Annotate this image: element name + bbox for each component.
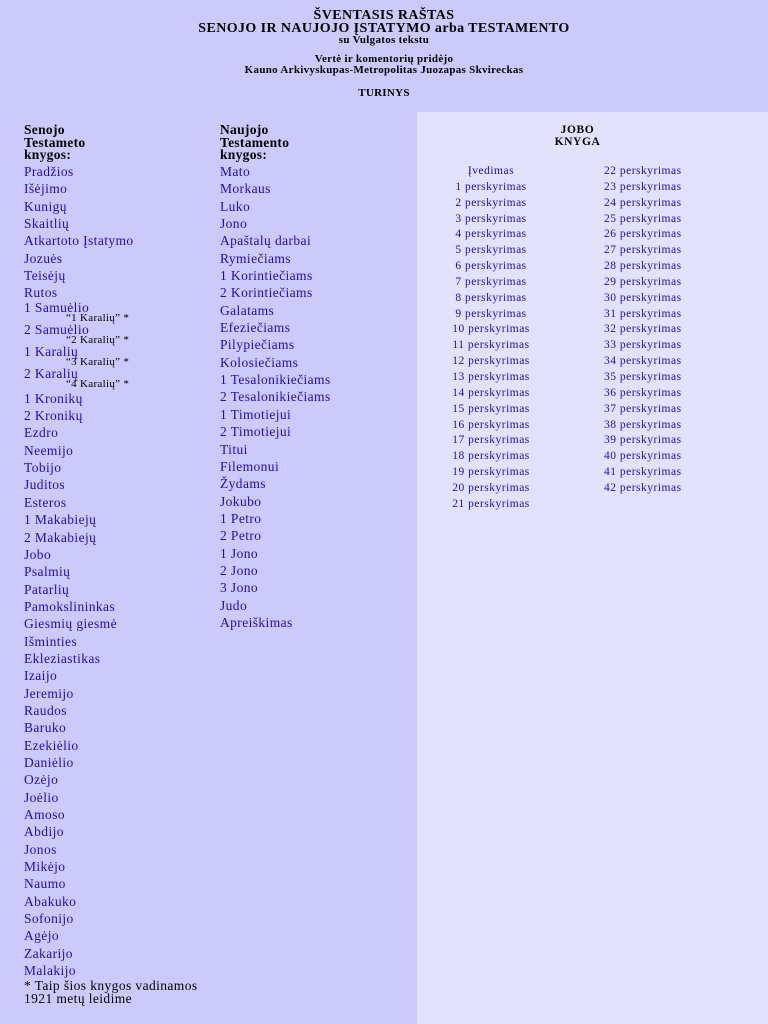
list-item bbox=[220, 215, 331, 232]
book-link-joelio[interactable]: Joėlio bbox=[24, 789, 59, 805]
chapter-link-7-perskyrimas[interactable]: 7 perskyrimas bbox=[455, 275, 527, 288]
list-item bbox=[604, 291, 754, 307]
chapter-link-32-perskyrimas[interactable]: 32 perskyrimas bbox=[604, 323, 682, 336]
book-link-psalmiu[interactable]: Psalmių bbox=[24, 564, 71, 580]
list-item bbox=[604, 370, 754, 386]
book-link-1-petro[interactable]: 1 Petro bbox=[220, 510, 262, 526]
book-link-malakijo[interactable]: Malakijo bbox=[24, 963, 76, 979]
chapter-link-12-perskyrimas[interactable]: 12 perskyrimas bbox=[452, 355, 530, 368]
list-item bbox=[220, 545, 331, 562]
list-item bbox=[24, 215, 134, 232]
chapter-link-10-perskyrimas[interactable]: 10 perskyrimas bbox=[452, 323, 530, 336]
list-item bbox=[24, 633, 134, 650]
job-book-panel bbox=[417, 112, 768, 1024]
book-link-ezekielio[interactable]: Ezekiėlio bbox=[24, 737, 79, 753]
list-item bbox=[220, 180, 331, 197]
new-testament-heading bbox=[220, 124, 289, 162]
list-item bbox=[220, 423, 331, 440]
book-link-baruko[interactable]: Baruko bbox=[24, 720, 67, 736]
list-item bbox=[24, 945, 134, 962]
book-link-ekleziastikas[interactable]: Ekleziastikas bbox=[24, 650, 101, 666]
list-item bbox=[220, 267, 331, 284]
list-item bbox=[24, 841, 134, 858]
list-item bbox=[24, 910, 134, 927]
book-link-luko[interactable]: Luko bbox=[220, 198, 251, 214]
list-item bbox=[220, 302, 331, 319]
job-heading-line: KNYGA bbox=[554, 136, 601, 148]
vulgate-note: su Vulgatos tekstu bbox=[338, 34, 430, 46]
list-item bbox=[604, 465, 754, 481]
list-item bbox=[427, 386, 577, 402]
list-item bbox=[220, 510, 331, 527]
list-item bbox=[24, 232, 134, 249]
book-link-1-tesalonikieciams[interactable]: 1 Tesalonikiečiams bbox=[220, 372, 331, 388]
book-link-jokubo[interactable]: Jokubo bbox=[220, 493, 262, 509]
list-item bbox=[427, 449, 577, 465]
old-testament-heading bbox=[24, 124, 85, 162]
chapter-link-20-perskyrimas[interactable]: 20 perskyrimas bbox=[452, 481, 530, 494]
book-alias-note: “1 Karalių” * bbox=[66, 311, 130, 324]
new-testament-heading-line: knygos: bbox=[220, 147, 268, 162]
chapter-link-36-perskyrimas[interactable]: 36 perskyrimas bbox=[604, 386, 682, 399]
page-subtitle: SENOJO IR NAUJOJO ĮSTATYMO arba TESTAMENTO bbox=[198, 21, 570, 36]
book-link-agejo[interactable]: Agėjo bbox=[24, 928, 59, 944]
chapter-link-35-perskyrimas[interactable]: 35 perskyrimas bbox=[604, 370, 682, 383]
list-item bbox=[220, 336, 331, 353]
book-link-ozejo[interactable]: Ozėjo bbox=[24, 772, 59, 788]
old-testament-heading-line: knygos: bbox=[24, 147, 72, 162]
book-link-skaitliu[interactable]: Skaitlių bbox=[24, 216, 70, 232]
list-item bbox=[220, 354, 331, 371]
chapter-link-8-perskyrimas[interactable]: 8 perskyrimas bbox=[455, 291, 527, 304]
book-link-jono[interactable]: Jono bbox=[220, 216, 248, 232]
chapter-link-19-perskyrimas[interactable]: 19 perskyrimas bbox=[452, 466, 530, 479]
chapter-link-4-perskyrimas[interactable]: 4 perskyrimas bbox=[455, 228, 527, 241]
list-item bbox=[24, 858, 134, 875]
chapter-list-column-1 bbox=[427, 164, 577, 513]
chapter-link-2-perskyrimas[interactable]: 2 perskyrimas bbox=[455, 196, 527, 209]
book-alias-note: “4 Karalių” * bbox=[66, 377, 130, 390]
list-item bbox=[604, 418, 754, 434]
list-item bbox=[24, 927, 134, 944]
book-link-kolosieciams[interactable]: Kolosiečiams bbox=[220, 354, 299, 370]
list-item bbox=[427, 481, 577, 497]
list-item bbox=[604, 243, 754, 259]
list-item bbox=[24, 459, 134, 476]
book-link-rutos[interactable]: Rutos bbox=[24, 285, 58, 301]
list-item bbox=[220, 475, 331, 492]
book-link-2-korintieciams[interactable]: 2 Korintiečiams bbox=[220, 285, 313, 301]
chapter-link-6-perskyrimas[interactable]: 6 perskyrimas bbox=[455, 260, 527, 273]
list-item bbox=[220, 250, 331, 267]
list-item bbox=[24, 476, 134, 493]
old-testament-heading-line: Testameto bbox=[24, 134, 86, 150]
list-item bbox=[24, 163, 134, 180]
book-link-jozues[interactable]: Jozuės bbox=[24, 250, 63, 266]
list-item bbox=[24, 754, 134, 771]
list-item bbox=[604, 433, 754, 449]
list-item bbox=[427, 497, 577, 513]
list-item bbox=[604, 196, 754, 212]
footnote-line: 1921 metų leidime bbox=[24, 990, 133, 1006]
list-item bbox=[220, 441, 331, 458]
list-item bbox=[24, 685, 134, 702]
chapter-link-5-perskyrimas[interactable]: 5 perskyrimas bbox=[455, 244, 527, 257]
list-item bbox=[24, 511, 134, 528]
list-item bbox=[427, 164, 577, 180]
list-item bbox=[220, 319, 331, 336]
book-link-giesmiu-giesme[interactable]: Giesmių giesmė bbox=[24, 616, 117, 632]
book-link-isejimo[interactable]: Išėjimo bbox=[24, 181, 68, 197]
list-item bbox=[427, 354, 577, 370]
list-item bbox=[24, 198, 134, 215]
list-item bbox=[24, 180, 134, 197]
book-link-sofonijo[interactable]: Sofonijo bbox=[24, 911, 74, 927]
list-item bbox=[427, 227, 577, 243]
book-link-2-samuelio[interactable]: 2 Samuėlio bbox=[24, 321, 90, 337]
chapter-link-18-perskyrimas[interactable]: 18 perskyrimas bbox=[452, 450, 530, 463]
list-item bbox=[604, 481, 754, 497]
book-link-teiseju[interactable]: Teisėjų bbox=[24, 268, 66, 284]
list-item bbox=[24, 962, 134, 979]
page-header bbox=[0, 10, 768, 99]
chapter-link-22-perskyrimas[interactable]: 22 perskyrimas bbox=[604, 165, 682, 177]
list-item bbox=[427, 465, 577, 481]
chapter-link-34-perskyrimas[interactable]: 34 perskyrimas bbox=[604, 355, 682, 368]
list-item bbox=[604, 164, 754, 180]
book-link-judo[interactable]: Judo bbox=[220, 597, 248, 613]
book-link-jonos[interactable]: Jonos bbox=[24, 841, 57, 857]
list-item bbox=[220, 284, 331, 301]
book-link-izaijo[interactable]: Izaijo bbox=[24, 668, 58, 684]
list-item bbox=[24, 267, 134, 284]
chapter-link-39-perskyrimas[interactable]: 39 perskyrimas bbox=[604, 434, 682, 447]
list-item bbox=[24, 250, 134, 267]
list-item bbox=[24, 343, 134, 368]
chapter-link-26-perskyrimas[interactable]: 26 perskyrimas bbox=[604, 228, 682, 241]
book-link-rymieciams[interactable]: Rymiečiams bbox=[220, 250, 291, 266]
book-link-patarliu[interactable]: Patarlių bbox=[24, 581, 70, 597]
book-link-raudos[interactable]: Raudos bbox=[24, 702, 67, 718]
list-item bbox=[220, 579, 331, 596]
old-testament-book-list bbox=[24, 163, 134, 979]
chapter-link-31-perskyrimas[interactable]: 31 perskyrimas bbox=[604, 307, 682, 320]
book-link-2-jono[interactable]: 2 Jono bbox=[220, 562, 259, 578]
list-item bbox=[24, 650, 134, 667]
list-item bbox=[604, 322, 754, 338]
list-item bbox=[427, 338, 577, 354]
book-link-apreiskimas[interactable]: Apreiškimas bbox=[220, 614, 293, 630]
list-item bbox=[24, 563, 134, 580]
book-link-mikejo[interactable]: Mikėjo bbox=[24, 859, 66, 875]
list-item bbox=[24, 424, 134, 441]
list-item bbox=[24, 529, 134, 546]
list-item bbox=[220, 458, 331, 475]
book-link-isminties[interactable]: Išminties bbox=[24, 633, 78, 649]
list-item bbox=[427, 180, 577, 196]
list-item bbox=[427, 418, 577, 434]
book-link-abakuko[interactable]: Abakuko bbox=[24, 893, 77, 909]
chapter-link-42-perskyrimas[interactable]: 42 perskyrimas bbox=[604, 481, 682, 494]
chapter-link-16-perskyrimas[interactable]: 16 perskyrimas bbox=[452, 418, 530, 431]
book-link-jeremijo[interactable]: Jeremijo bbox=[24, 685, 74, 701]
book-link-2-petro[interactable]: 2 Petro bbox=[220, 528, 262, 544]
book-link-jobo[interactable]: Jobo bbox=[24, 546, 52, 562]
chapter-link-ivedimas[interactable]: Įvedimas bbox=[467, 165, 515, 177]
list-item bbox=[604, 402, 754, 418]
list-item bbox=[220, 493, 331, 510]
book-link-abdijo[interactable]: Abdijo bbox=[24, 824, 64, 840]
list-item bbox=[24, 581, 134, 598]
list-item bbox=[427, 291, 577, 307]
list-item bbox=[427, 212, 577, 228]
book-link-juditos[interactable]: Juditos bbox=[24, 477, 66, 493]
book-link-atkartoto-istatymo[interactable]: Atkartoto Įstatymo bbox=[24, 233, 134, 249]
list-item bbox=[24, 407, 134, 424]
book-link-esteros[interactable]: Esteros bbox=[24, 494, 67, 510]
book-link-filemonui[interactable]: Filemonui bbox=[220, 458, 280, 474]
list-item bbox=[24, 598, 134, 615]
book-link-3-jono[interactable]: 3 Jono bbox=[220, 580, 259, 596]
book-link-1-makabieju[interactable]: 1 Makabiejų bbox=[24, 512, 97, 528]
chapter-link-15-perskyrimas[interactable]: 15 perskyrimas bbox=[452, 402, 530, 415]
chapter-link-13-perskyrimas[interactable]: 13 perskyrimas bbox=[452, 370, 530, 383]
chapter-list-column-2 bbox=[604, 164, 754, 497]
list-item bbox=[24, 719, 134, 736]
chapter-link-27-perskyrimas[interactable]: 27 perskyrimas bbox=[604, 244, 682, 257]
translator-note: Vertė ir komentorių pridėjo bbox=[314, 53, 454, 65]
list-item bbox=[604, 307, 754, 323]
list-item bbox=[220, 232, 331, 249]
footnote-line: * Taip šios knygos vadinamos bbox=[24, 978, 198, 993]
list-item bbox=[24, 299, 134, 324]
chapter-link-21-perskyrimas[interactable]: 21 perskyrimas bbox=[452, 497, 530, 510]
book-link-pradzios[interactable]: Pradžios bbox=[24, 164, 74, 179]
list-item bbox=[427, 322, 577, 338]
list-item bbox=[427, 243, 577, 259]
chapter-link-23-perskyrimas[interactable]: 23 perskyrimas bbox=[604, 180, 682, 193]
list-item bbox=[427, 275, 577, 291]
list-item bbox=[604, 354, 754, 370]
chapter-link-17-perskyrimas[interactable]: 17 perskyrimas bbox=[452, 434, 530, 447]
footnote bbox=[24, 980, 198, 1005]
book-link-mato[interactable]: Mato bbox=[220, 164, 251, 179]
book-link-galatams[interactable]: Galatams bbox=[220, 302, 275, 318]
list-item bbox=[220, 388, 331, 405]
book-link-2-kroniku[interactable]: 2 Kronikų bbox=[24, 408, 83, 424]
list-item bbox=[24, 789, 134, 806]
book-link-1-korintieciams[interactable]: 1 Korintiečiams bbox=[220, 268, 313, 284]
book-link-pamokslininkas[interactable]: Pamokslininkas bbox=[24, 598, 116, 614]
list-item bbox=[604, 275, 754, 291]
list-item bbox=[24, 615, 134, 632]
list-item bbox=[24, 442, 134, 459]
page-title: ŠVENTASIS RAŠTAS bbox=[313, 8, 455, 23]
list-item bbox=[220, 163, 331, 180]
list-item bbox=[427, 307, 577, 323]
chapter-link-24-perskyrimas[interactable]: 24 perskyrimas bbox=[604, 196, 682, 209]
list-item bbox=[24, 667, 134, 684]
chapter-link-14-perskyrimas[interactable]: 14 perskyrimas bbox=[452, 386, 530, 399]
list-item bbox=[604, 386, 754, 402]
list-item bbox=[220, 198, 331, 215]
list-item bbox=[24, 823, 134, 840]
old-testament-heading-line: Senojo bbox=[24, 122, 65, 137]
list-item bbox=[604, 259, 754, 275]
book-link-apastalu-darbai[interactable]: Apaštalų darbai bbox=[220, 233, 312, 249]
list-item bbox=[604, 212, 754, 228]
list-item bbox=[24, 494, 134, 511]
book-link-1-samuelio[interactable]: 1 Samuėlio bbox=[24, 299, 90, 315]
book-link-2-makabieju[interactable]: 2 Makabiejų bbox=[24, 529, 97, 545]
chapter-link-30-perskyrimas[interactable]: 30 perskyrimas bbox=[604, 291, 682, 304]
list-item bbox=[427, 370, 577, 386]
book-link-2-tesalonikieciams[interactable]: 2 Tesalonikiečiams bbox=[220, 389, 331, 405]
chapter-link-37-perskyrimas[interactable]: 37 perskyrimas bbox=[604, 402, 682, 415]
list-item bbox=[604, 449, 754, 465]
job-heading-line: JOBO bbox=[560, 124, 595, 136]
new-testament-heading-line: Naujojo bbox=[220, 122, 269, 137]
book-link-naumo[interactable]: Naumo bbox=[24, 876, 66, 892]
contents-heading: TURINYS bbox=[358, 87, 410, 99]
list-item bbox=[220, 562, 331, 579]
translator-name: Kauno Arkivyskupas-Metropolitas Juozapas Skvireckas bbox=[244, 64, 524, 76]
chapter-link-38-perskyrimas[interactable]: 38 perskyrimas bbox=[604, 418, 682, 431]
list-item bbox=[220, 371, 331, 388]
list-item bbox=[24, 390, 134, 407]
chapter-link-28-perskyrimas[interactable]: 28 perskyrimas bbox=[604, 260, 682, 273]
book-link-tobijo[interactable]: Tobijo bbox=[24, 460, 62, 476]
chapter-link-3-perskyrimas[interactable]: 3 perskyrimas bbox=[455, 212, 527, 225]
list-item bbox=[604, 338, 754, 354]
list-item bbox=[220, 406, 331, 423]
book-alias-note: “2 Karalių” * bbox=[66, 333, 130, 346]
book-link-1-jono[interactable]: 1 Jono bbox=[220, 545, 259, 561]
list-item bbox=[220, 614, 331, 631]
list-item bbox=[24, 321, 134, 346]
list-item bbox=[427, 402, 577, 418]
book-link-2-timotiejui[interactable]: 2 Timotiejui bbox=[220, 424, 292, 440]
list-item bbox=[427, 433, 577, 449]
chapter-link-9-perskyrimas[interactable]: 9 perskyrimas bbox=[455, 307, 527, 320]
list-item bbox=[24, 702, 134, 719]
list-item bbox=[427, 259, 577, 275]
list-item bbox=[24, 806, 134, 823]
list-item bbox=[24, 737, 134, 754]
book-link-amoso[interactable]: Amoso bbox=[24, 807, 66, 822]
list-item bbox=[24, 771, 134, 788]
job-book-heading bbox=[417, 124, 768, 148]
chapter-link-11-perskyrimas[interactable]: 11 perskyrimas bbox=[452, 339, 530, 352]
book-link-morkaus[interactable]: Morkaus bbox=[220, 181, 271, 197]
chapter-link-33-perskyrimas[interactable]: 33 perskyrimas bbox=[604, 339, 682, 352]
new-testament-book-list bbox=[220, 163, 331, 631]
new-testament-heading-line: Testamento bbox=[220, 134, 290, 150]
book-link-ezdro[interactable]: Ezdro bbox=[24, 425, 59, 441]
chapter-link-40-perskyrimas[interactable]: 40 perskyrimas bbox=[604, 450, 682, 463]
list-item bbox=[24, 893, 134, 910]
chapter-link-1-perskyrimas[interactable]: 1 perskyrimas bbox=[455, 180, 527, 193]
list-item bbox=[24, 875, 134, 892]
book-link-titui[interactable]: Titui bbox=[220, 441, 248, 457]
book-link-efezieciams[interactable]: Efeziečiams bbox=[220, 320, 291, 336]
list-item bbox=[220, 597, 331, 614]
list-item bbox=[604, 227, 754, 243]
book-link-zakarijo[interactable]: Zakarijo bbox=[24, 945, 73, 961]
chapter-link-41-perskyrimas[interactable]: 41 perskyrimas bbox=[604, 466, 682, 479]
list-item bbox=[24, 365, 134, 390]
chapter-link-25-perskyrimas[interactable]: 25 perskyrimas bbox=[604, 212, 682, 225]
list-item bbox=[604, 180, 754, 196]
book-link-1-kroniku[interactable]: 1 Kronikų bbox=[24, 390, 83, 406]
book-link-pilypieciams[interactable]: Pilypiečiams bbox=[220, 337, 295, 353]
book-link-1-karaliu[interactable]: 1 Karalių bbox=[24, 343, 79, 359]
book-alias-note: “3 Karalių” * bbox=[66, 355, 130, 368]
book-link-zydams[interactable]: Žydams bbox=[220, 476, 266, 492]
book-link-2-karaliu[interactable]: 2 Karalių bbox=[24, 365, 79, 381]
list-item bbox=[24, 546, 134, 563]
list-item bbox=[427, 196, 577, 212]
book-link-neemijo[interactable]: Neemijo bbox=[24, 442, 74, 458]
list-item bbox=[220, 527, 331, 544]
chapter-link-29-perskyrimas[interactable]: 29 perskyrimas bbox=[604, 275, 682, 288]
book-link-1-timotiejui[interactable]: 1 Timotiejui bbox=[220, 406, 292, 422]
book-link-danielio[interactable]: Daniėlio bbox=[24, 754, 74, 770]
book-link-kunigu[interactable]: Kunigų bbox=[24, 198, 67, 214]
